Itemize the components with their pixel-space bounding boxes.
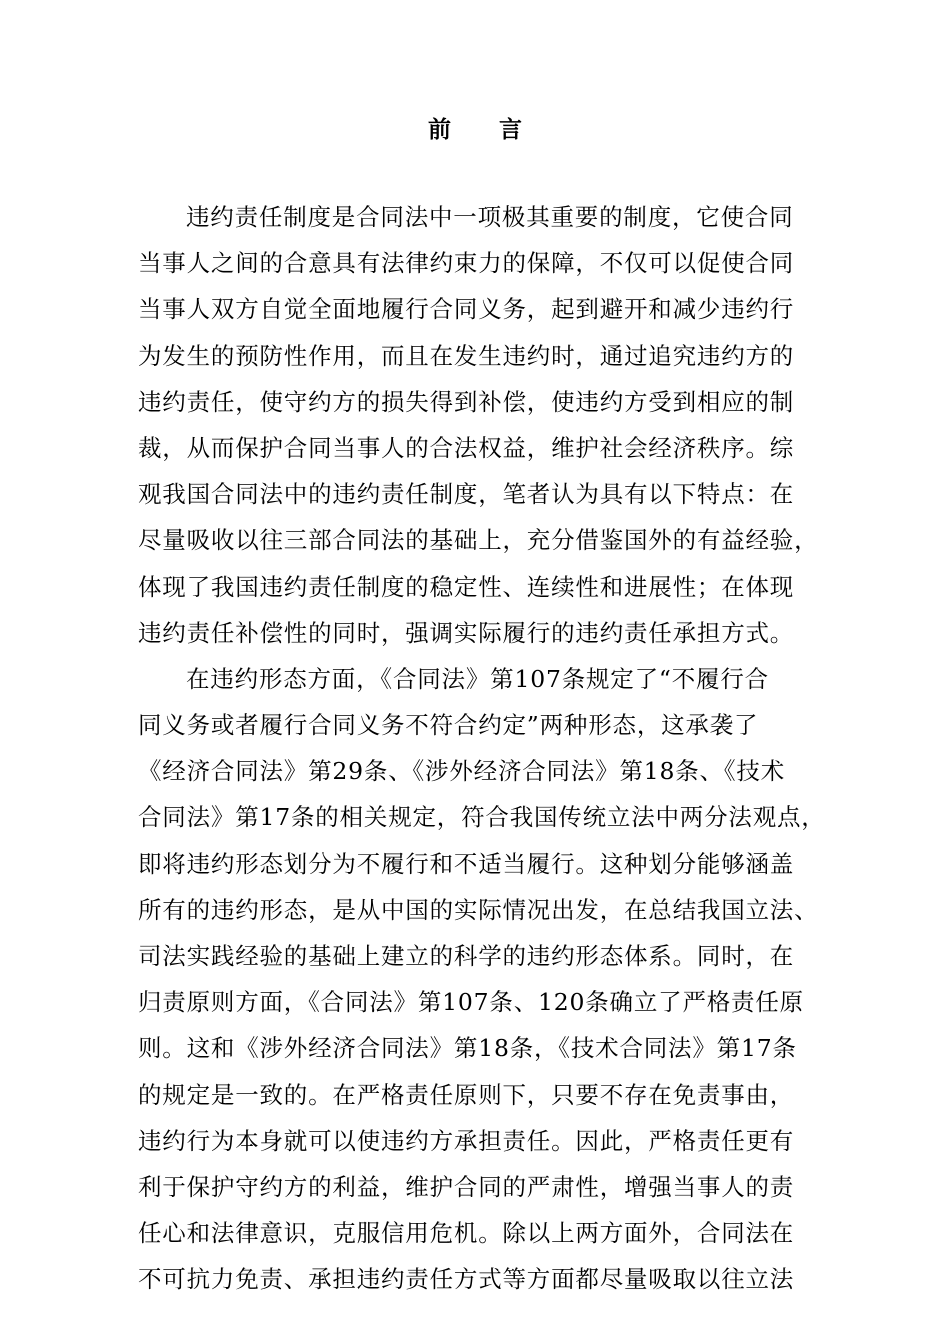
text-line: 违约责任补偿性的同时，强调实际履行的违约责任承担方式。 [138, 618, 795, 647]
text-line: 则。这和《涉外经济合同法》第18条，《技术合同法》第17条 [138, 1034, 797, 1063]
text-line: 不可抗力免责、承担违约责任方式等方面都尽量吸取以往立法 [138, 1265, 795, 1294]
text-line: 违约行为本身就可以使违约方承担责任。因此，严格责任更有 [138, 1126, 795, 1155]
text-line: 尽量吸收以往三部合同法的基础上，充分借鉴国外的有益经验， [138, 526, 819, 555]
text-line: 司法实践经验的基础上建立的科学的违约形态体系。同时，在 [138, 942, 795, 970]
text-line: 当事人双方自觉全面地履行合同义务，起到避开和减少违约行 [138, 295, 795, 324]
text-line: 当事人之间的合意具有法律约束力的保障，不仅可以促使合同 [138, 249, 795, 278]
text-line: 所有的违约形态，是从中国的实际情况出发，在总结我国立法、 [138, 895, 819, 924]
text-line: 的规定是一致的。在严格责任原则下，只要不存在免责事由， [138, 1080, 795, 1109]
text-line: 《经济合同法》第29条、《涉外经济合同法》第18条、《技术 [138, 757, 786, 786]
text-line: 体现了我国违约责任制度的稳定性、连续性和进展性；在体现 [138, 572, 795, 601]
text-line: 违约责任制度是合同法中一项极其重要的制度，它使合同 [186, 203, 794, 231]
text-line: 违约责任，使守约方的损失得到补偿，使违约方受到相应的制 [138, 387, 795, 416]
text-line: 合同法》第17条的相关规定，符合我国传统立法中两分法观点， [138, 803, 826, 832]
body-text [138, 194, 838, 1303]
text-line: 利于保护守约方的利益，维护合同的严肃性，增强当事人的责 [138, 1172, 795, 1201]
text-line: 观我国合同法中的违约责任制度，笔者认为具有以下特点：在 [138, 480, 795, 509]
text-line: 为发生的预防性作用，而且在发生违约时，通过追究违约方的 [138, 341, 795, 370]
page-title: 前 言 [427, 116, 542, 143]
text-line: 裁，从而保护合同当事人的合法权益，维护社会经济秩序。综 [138, 433, 795, 462]
text-line: 任心和法律意识，克服信用危机。除以上两方面外，合同法在 [138, 1219, 795, 1248]
text-line: 在违约形态方面，《合同法》第107条规定了“不履行合 [186, 664, 769, 693]
text-line: 同义务或者履行合同义务不符合约定”两种形态，这承袭了 [138, 711, 759, 740]
text-line: 即将违约形态划分为不履行和不适当履行。这种划分能够涵盖 [138, 849, 795, 878]
text-line: 归责原则方面，《合同法》第107条、120条确立了严格责任原 [138, 988, 804, 1017]
